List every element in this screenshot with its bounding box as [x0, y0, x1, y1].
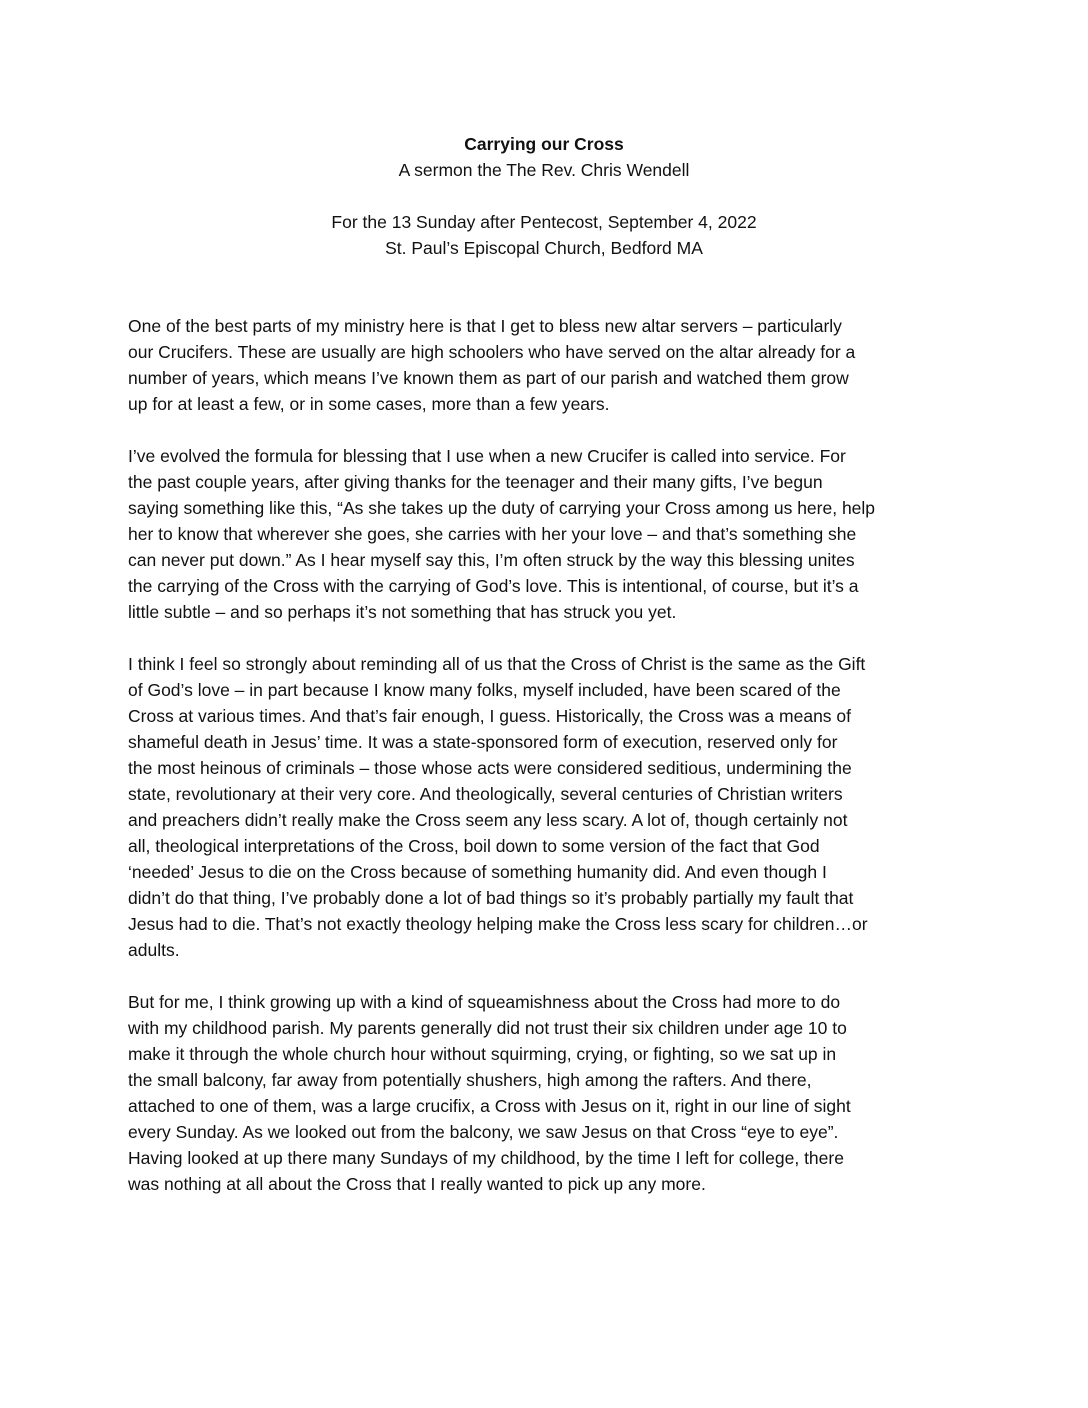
paragraph-line: didn’t do that thing, I’ve probably done a lot of bad things so it’s probably partially my fault that [128, 888, 854, 908]
paragraph-line: number of years, which means I’ve known them as part of our parish and watched them grow [128, 368, 849, 388]
paragraph-line: state, revolutionary at their very core. And theologically, several centuries of Christian writers [128, 784, 843, 804]
paragraph-line: up for at least a few, or in some cases, more than a few years. [128, 394, 610, 414]
paragraph-line: every Sunday. As we looked out from the balcony, we saw Jesus on that Cross “eye to eye”. [128, 1122, 839, 1142]
paragraph-line: and preachers didn’t really make the Cross seem any less scary. A lot of, though certainly not [128, 810, 848, 830]
paragraph-line: make it through the whole church hour without squirming, crying, or fighting, so we sat up in [128, 1044, 837, 1064]
paragraph-line: her to know that wherever she goes, she carries with her your love – and that’s something she [128, 524, 857, 544]
paragraph-line: I’ve evolved the formula for blessing that I use when a new Crucifer is called into service. For [128, 446, 846, 466]
paragraph-line: adults. [128, 940, 180, 960]
document-subtitle: A sermon the The Rev. Chris Wendell [398, 160, 690, 180]
paragraph-line: the past couple years, after giving thanks for the teenager and their many gifts, I’ve begun [128, 472, 823, 492]
paragraph-line: all, theological interpretations of the Cross, boil down to some version of the fact that God [128, 836, 820, 856]
paragraph-line: But for me, I think growing up with a kind of squeamishness about the Cross had more to do [128, 992, 841, 1012]
paragraph-line: One of the best parts of my ministry here is that I get to bless new altar servers – particularly [128, 316, 842, 336]
document-occasion: For the 13 Sunday after Pentecost, September 4, 2022 [331, 212, 757, 232]
document-title: Carrying our Cross [464, 134, 624, 154]
paragraph-line: the most heinous of criminals – those whose acts were considered seditious, undermining the [128, 758, 852, 778]
paragraph-line: of God’s love – in part because I know many folks, myself included, have been scared of the [128, 680, 841, 700]
paragraph-line: with my childhood parish. My parents generally did not trust their six children under age 10 to [128, 1018, 847, 1038]
document-church: St. Paul’s Episcopal Church, Bedford MA [385, 238, 703, 258]
paragraph-line: little subtle – and so perhaps it’s not something that has struck you yet. [128, 602, 677, 622]
paragraph-line: the small balcony, far away from potentially shushers, high among the rafters. And there, [128, 1070, 812, 1090]
paragraph-line: saying something like this, “As she takes up the duty of carrying your Cross among us here, help [128, 498, 876, 518]
paragraph-line: our Crucifers. These are usually are high schoolers who have served on the altar already for a [128, 342, 856, 362]
paragraph-line: Having looked at up there many Sundays of my childhood, by the time I left for college, there [128, 1148, 844, 1168]
paragraph-line: can never put down.” As I hear myself say this, I’m often struck by the way this blessing unites [128, 550, 855, 570]
paragraph-line: Jesus had to die. That’s not exactly theology helping make the Cross less scary for children…or [128, 914, 868, 934]
paragraph-line: was nothing at all about the Cross that I really wanted to pick up any more. [128, 1174, 706, 1194]
paragraph-1 [128, 313, 964, 417]
paragraph-line: ‘needed’ Jesus to die on the Cross because of something humanity did. And even though I [128, 862, 827, 882]
paragraph-line: I think I feel so strongly about reminding all of us that the Cross of Christ is the same as the Gift [128, 654, 866, 674]
paragraph-3 [128, 651, 964, 963]
paragraph-4 [128, 989, 964, 1197]
paragraph-2 [128, 443, 964, 625]
paragraph-line: Cross at various times. And that’s fair enough, I guess. Historically, the Cross was a means of [128, 706, 852, 726]
paragraph-line: shameful death in Jesus’ time. It was a state-sponsored form of execution, reserved only for [128, 732, 838, 752]
paragraph-line: attached to one of them, was a large crucifix, a Cross with Jesus on it, right in our line of sight [128, 1096, 851, 1116]
paragraph-line: the carrying of the Cross with the carrying of God’s love. This is intentional, of course, but it’s a [128, 576, 859, 596]
